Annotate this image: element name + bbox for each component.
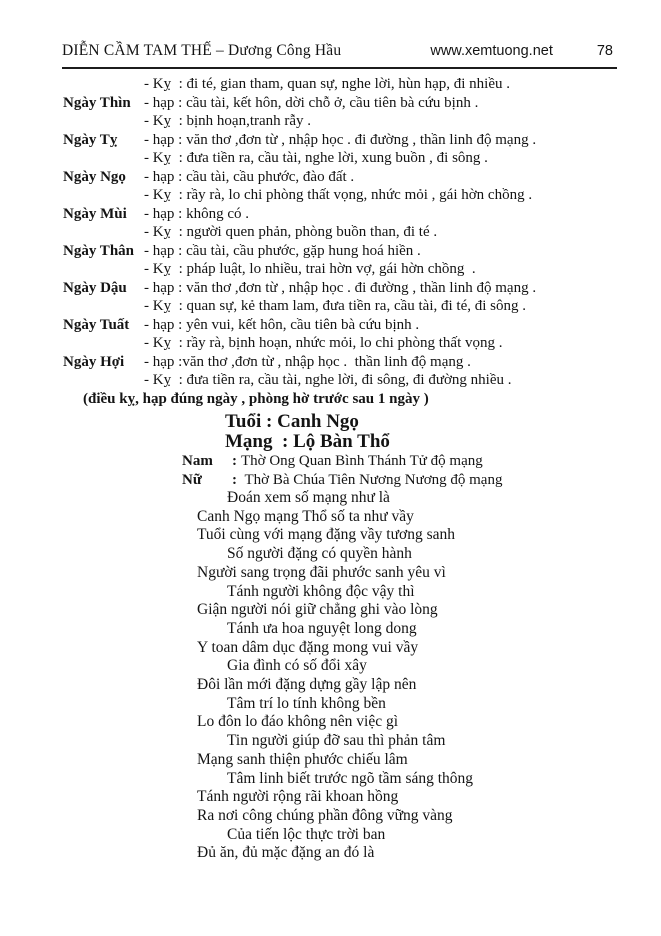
day-fortune-text: - Kỵ : rầy rà, lo chi phòng thất vọng, nhức mỏi , gái hờn chồng . bbox=[144, 187, 533, 203]
nu-colon: : bbox=[232, 471, 237, 488]
poem-line: Canh Ngọ mạng Thổ số ta như vầy bbox=[197, 507, 414, 525]
fortune-poem bbox=[62, 489, 617, 863]
header-title: DIỄN CẦM TAM THẾ – Dương Công Hầu bbox=[62, 42, 342, 59]
poem-line: Của tiến lộc thực trời ban bbox=[227, 825, 386, 843]
day-label bbox=[62, 186, 144, 205]
header-website: www.xemtuong.net bbox=[430, 43, 553, 59]
day-fortune-text: - Kỵ : đưa tiền ra, cầu tài, nghe lời, xung buồn , đi sông . bbox=[144, 150, 488, 166]
day-fortune-line bbox=[62, 205, 617, 224]
day-fortune-text: - Kỵ : quan sự, kẻ tham lam, đưa tiền ra, cầu tài, đi té, đi sông . bbox=[144, 298, 527, 314]
day-fortune-text: - Kỵ : bịnh hoạn,tranh rẫy . bbox=[144, 113, 312, 129]
poem-line: Tuổi cùng với mạng đặng vầy tương sanh bbox=[197, 526, 455, 544]
nam-text: Thờ Ong Quan Bình Thánh Tử độ mạng bbox=[241, 453, 483, 469]
day-fortune-line bbox=[62, 334, 617, 353]
poem-line: Mạng sanh thiện phước chiếu lâm bbox=[197, 750, 408, 768]
poem-line: Đoán xem số mạng như là bbox=[227, 489, 390, 506]
day-fortune-line bbox=[62, 242, 617, 261]
nam-label: Nam bbox=[182, 453, 213, 469]
day-label: Ngày Tuất bbox=[63, 316, 130, 333]
day-fortune-text: - Kỵ : pháp luật, lo nhiều, trai hờn vợ, gái hờn chồng . bbox=[144, 261, 476, 277]
day-fortune-line bbox=[62, 168, 617, 187]
poem-line: Đủ ăn, đủ mặc đặng an đó là bbox=[197, 844, 375, 862]
nam-line bbox=[182, 452, 617, 471]
day-fortune-line bbox=[62, 279, 617, 298]
poem-line: Y toan dâm dục đặng mong vui vầy bbox=[197, 638, 419, 656]
day-fortune-line bbox=[62, 316, 617, 335]
age-line: Tuổi : Canh Ngọ bbox=[225, 411, 359, 432]
day-fortune-text: - hạp :văn thơ ,đơn từ , nhập học . thần linh độ mạng . bbox=[144, 353, 471, 370]
day-fortune-line bbox=[62, 94, 617, 113]
poem-line: Tánh người rộng rãi khoan hồng bbox=[197, 788, 399, 806]
caution-note: (điều kỵ, hạp đúng ngày , phòng hờ trước sau 1 ngày ) bbox=[83, 390, 429, 407]
day-fortune-line bbox=[62, 297, 617, 316]
day-label: Ngày Thân bbox=[63, 242, 135, 259]
day-label bbox=[62, 223, 144, 242]
poem-line: Tâm trí lo tính không bền bbox=[227, 694, 386, 712]
nu-line bbox=[182, 471, 617, 490]
day-fortune-list bbox=[62, 75, 617, 390]
day-fortune-text: - hạp : cầu tài, kết hôn, dời chỗ ở, cầu tiên bà cứu bịnh . bbox=[144, 94, 479, 111]
day-label: Ngày Tỵ bbox=[63, 131, 118, 148]
day-fortune-line bbox=[62, 223, 617, 242]
poem-line: Người sang trọng đãi phước sanh yêu vì bbox=[197, 563, 446, 581]
day-fortune-text: - hạp : không có . bbox=[144, 205, 249, 222]
header-page-number: 78 bbox=[596, 43, 613, 59]
fortune-heading bbox=[62, 412, 617, 452]
day-fortune-line bbox=[62, 112, 617, 131]
day-label bbox=[62, 75, 144, 94]
nu-label: Nữ bbox=[182, 471, 202, 488]
day-fortune-text: - hạp : yên vui, kết hôn, cầu tiên bà cứu bịnh . bbox=[144, 316, 420, 333]
day-fortune-line bbox=[62, 371, 617, 390]
day-label bbox=[62, 260, 144, 279]
day-fortune-line bbox=[62, 75, 617, 94]
day-label bbox=[62, 112, 144, 131]
poem-line: Tin người giúp đỡ sau thì phản tâm bbox=[227, 732, 446, 750]
day-fortune-text: - Kỵ : rầy rà, bịnh hoạn, nhức mỏi, lo chi phòng thất vọng . bbox=[144, 335, 503, 351]
day-label: Ngày Ngọ bbox=[63, 168, 126, 185]
poem-line: Tánh người không độc vậy thì bbox=[227, 582, 415, 600]
poem-line: Tâm linh biết trước ngõ tầm sáng thông bbox=[227, 769, 474, 787]
day-fortune-text: - hạp : cầu tài, cầu phước, đào đất . bbox=[144, 168, 355, 185]
day-fortune-text: - Kỵ : người quen phản, phòng buồn than, đi té . bbox=[144, 224, 438, 240]
day-label bbox=[62, 371, 144, 390]
day-fortune-line bbox=[62, 149, 617, 168]
poem-line: Đôi lần mới đặng dựng gầy lập nên bbox=[197, 676, 417, 694]
page-header bbox=[62, 42, 617, 60]
day-fortune-text: - hạp : văn thơ ,đơn từ , nhập học . đi đường , thần linh độ mạng . bbox=[144, 279, 537, 296]
day-fortune-line bbox=[62, 260, 617, 279]
nam-colon: : bbox=[232, 453, 237, 469]
poem-line: Gia đình có số đổi xây bbox=[227, 657, 367, 675]
day-label bbox=[62, 334, 144, 353]
day-fortune-text: - Kỵ : đưa tiền ra, cầu tài, nghe lời, đi sông, đi đường nhiều . bbox=[144, 372, 512, 388]
day-label bbox=[62, 149, 144, 168]
day-fortune-text: - hạp : văn thơ ,đơn từ , nhập học . đi đường , thần linh độ mạng . bbox=[144, 131, 537, 148]
day-label bbox=[62, 297, 144, 316]
day-label: Ngày Thìn bbox=[63, 94, 131, 111]
day-label: Ngày Dậu bbox=[63, 279, 127, 296]
poem-line: Số người đặng có quyền hành bbox=[227, 545, 412, 563]
day-fortune-text: - hạp : cầu tài, cầu phước, gặp hung hoá hiền . bbox=[144, 242, 421, 259]
poem-line: Giận người nói giữ chẳng ghi vào lòng bbox=[197, 601, 438, 619]
destiny-line: Mạng : Lộ Bàn Thổ bbox=[225, 431, 390, 452]
header-divider bbox=[62, 67, 617, 69]
day-label: Ngày Hợi bbox=[63, 353, 125, 370]
poem-line: Ra nơi công chúng phần đông vững vàng bbox=[197, 806, 453, 824]
day-fortune-line bbox=[62, 353, 617, 372]
day-fortune-line bbox=[62, 186, 617, 205]
poem-line: Lo đôn lo đáo không nên việc gì bbox=[197, 713, 399, 731]
day-label: Ngày Mùi bbox=[63, 205, 127, 222]
day-fortune-text: - Kỵ : đi té, gian tham, quan sự, nghe lời, hùn hạp, đi nhiều . bbox=[144, 76, 511, 92]
day-fortune-line bbox=[62, 131, 617, 150]
nu-text: Thờ Bà Chúa Tiên Nương Nương độ mạng bbox=[241, 471, 503, 488]
poem-line: Tánh ưa hoa nguyệt long dong bbox=[227, 619, 417, 637]
